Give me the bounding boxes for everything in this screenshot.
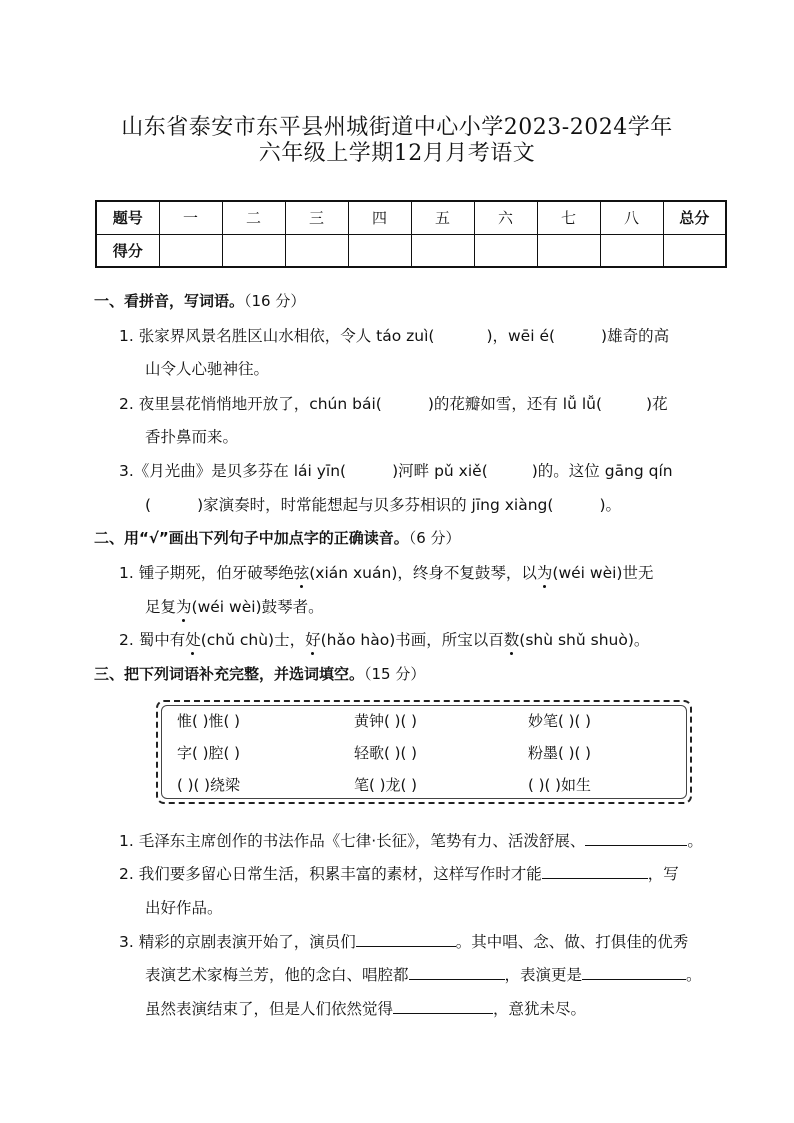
section1-points: （16 分）	[244, 292, 306, 310]
score-table-col-8: 八	[600, 201, 663, 234]
score-table-col-7: 七	[537, 201, 600, 234]
answer-blank[interactable]	[585, 831, 687, 846]
score-cell[interactable]	[285, 234, 348, 267]
s2-q2-text-a: 2. 蜀中有	[119, 631, 186, 649]
score-table-col-3: 三	[285, 201, 348, 234]
s2-q2-dotted-char-2: 好	[305, 631, 321, 649]
s2-q1-line1	[119, 561, 653, 583]
section2-points: （6 分）	[408, 529, 461, 547]
s1-q3-text-e: )家演奏时，时常能想起与贝多芬相识的 jīng xiàng(	[197, 496, 554, 514]
s1-q2-text-b: )的花瓣如雪，还有 lǚ lǚ(	[427, 395, 603, 413]
s1-q3-text-d: (	[145, 496, 152, 514]
s2-q1-line2	[145, 595, 324, 617]
s1-q1-text-a: 1. 张家界风景名胜区山水相依，令人 táo zuì(	[119, 327, 435, 345]
section1-heading	[94, 290, 305, 311]
section1-heading-text: 一、看拼音，写词语。	[94, 292, 245, 310]
s3-q3-line2	[145, 963, 702, 985]
score-cell[interactable]	[348, 234, 411, 267]
s2-q2-dotted-char-3: 数	[503, 631, 520, 649]
s1-q1-line2: 山令人心驰神往。	[145, 360, 270, 378]
score-cell-total[interactable]	[663, 234, 726, 267]
s3-q3-text-b: 。其中唱、念、做、打俱佳的优秀	[455, 933, 689, 951]
word-item: 字( )腔( )	[177, 744, 240, 762]
s1-q1-text-c: )雄奇的高	[601, 327, 670, 345]
word-item: 黄钟( )( )	[354, 712, 417, 730]
score-table-col-6: 六	[474, 201, 537, 234]
s1-q3-text-f: )。	[599, 496, 621, 514]
s2-q1-dotted-char-3: 为	[176, 598, 192, 616]
s2-q1-text-c: (wéi wèi)世无	[552, 564, 654, 582]
s1-q3-line2	[145, 493, 621, 515]
s2-q1-text-e: (wéi wèi)鼓琴者。	[191, 598, 324, 616]
section2-heading	[94, 527, 461, 548]
s1-q2-line1	[119, 392, 668, 414]
s3-q2-line1	[119, 862, 679, 884]
s3-q3-text-c: 表演艺术家梅兰芳，他的念白、唱腔都	[145, 966, 409, 984]
s3-q1-text: 1. 毛泽东主席创作的书法作品《七律·长征》，笔势有力、活泼舒展、	[119, 832, 586, 850]
s1-q2-line2: 香扑鼻而来。	[145, 428, 239, 446]
s3-q3-text-a: 3. 精彩的京剧表演开始了，演员们	[119, 933, 356, 951]
answer-blank[interactable]	[393, 999, 493, 1014]
score-cell[interactable]	[411, 234, 474, 267]
answer-blank[interactable]	[409, 965, 505, 980]
score-cell[interactable]	[537, 234, 600, 267]
word-item: 惟( )惟( )	[177, 712, 240, 730]
s2-q1-dotted-char-2: 为	[536, 564, 553, 582]
s2-q2-line1	[119, 628, 649, 650]
score-table	[95, 200, 727, 268]
word-item: 笔( )龙( )	[354, 776, 417, 794]
word-item: 粉墨( )( )	[528, 744, 591, 762]
s1-q2-text-c: )花	[646, 395, 668, 413]
s1-q3-text-c: )的。这位 gāng qín	[531, 462, 673, 480]
answer-blank[interactable]	[356, 932, 456, 947]
s3-q3-text-g: ，意犹未尽。	[493, 1000, 587, 1018]
score-table-header-label: 题号	[96, 201, 159, 234]
page-title-line2: 六年级上学期12月月考语文	[258, 141, 536, 166]
s3-q2-text-b: ，写	[647, 865, 679, 883]
s1-q3-text-a: 3.《月光曲》是贝多芬在 lái yīn(	[119, 462, 347, 480]
s3-q1-end: 。	[687, 832, 703, 850]
score-table-col-4: 四	[348, 201, 411, 234]
s3-q2-text-a: 2. 我们要多留心日常生活，积累丰富的素材，这样写作时才能	[119, 865, 542, 883]
s2-q2-text-b: (chǔ chù)士，	[200, 631, 306, 649]
answer-blank[interactable]	[542, 864, 648, 879]
s2-q2-dotted-char-1: 处	[185, 631, 201, 649]
s2-q2-text-d: (shù shǔ shuò)。	[519, 631, 650, 649]
s3-q2-line2: 出好作品。	[145, 899, 223, 917]
s1-q3-line1	[119, 459, 673, 481]
word-item: ( )( )绕梁	[177, 776, 240, 794]
s2-q2-text-c: (hǎo hào)书画，所宝以百	[320, 631, 504, 649]
s3-q3-line1	[119, 930, 688, 952]
section2-heading-text: 二、用“√”画出下列句子中加点字的正确读音。	[94, 529, 409, 547]
section3-points: （15 分）	[364, 665, 426, 683]
s2-q1-text-d: 足复	[145, 598, 177, 616]
score-cell[interactable]	[600, 234, 663, 267]
s1-q1-text-b: )，wēi é(	[486, 327, 556, 345]
s1-q1-line1	[119, 324, 669, 346]
s1-q2-text-a: 2. 夜里昙花悄悄地开放了，chún bái(	[119, 395, 382, 413]
score-table-col-1: 一	[159, 201, 222, 234]
s3-q3-text-d: ，表演更是	[504, 966, 583, 984]
s3-q1-line1	[119, 829, 703, 851]
s3-q3-text-e: 。	[686, 966, 702, 984]
page-title-line1: 山东省泰安市东平县州城街道中心小学2023-2024学年	[121, 115, 673, 140]
section3-heading	[94, 663, 425, 684]
word-item: 妙笔( )( )	[528, 712, 591, 730]
score-table-col-2: 二	[222, 201, 285, 234]
score-table-row-label: 得分	[96, 234, 159, 267]
s2-q1-text-b: (xián xuán)，终身不复鼓琴，以	[309, 564, 537, 582]
score-cell[interactable]	[159, 234, 222, 267]
section3-heading-text: 三、把下列词语补充完整，并选词填空。	[94, 665, 365, 683]
s2-q1-dotted-char-1: 弦	[293, 564, 310, 582]
s1-q3-text-b: )河畔 pǔ xiě(	[392, 462, 488, 480]
score-table-col-5: 五	[411, 201, 474, 234]
answer-blank[interactable]	[582, 965, 686, 980]
word-item: ( )( )如生	[528, 776, 591, 794]
word-item: 轻歌( )( )	[354, 744, 417, 762]
s3-q3-line3	[145, 997, 586, 1019]
score-table-col-total: 总分	[663, 201, 726, 234]
s2-q1-text-a: 1. 锺子期死，伯牙破琴绝	[119, 564, 294, 582]
score-cell[interactable]	[222, 234, 285, 267]
score-cell[interactable]	[474, 234, 537, 267]
s3-q3-text-f: 虽然表演结束了，但是人们依然觉得	[145, 1000, 394, 1018]
